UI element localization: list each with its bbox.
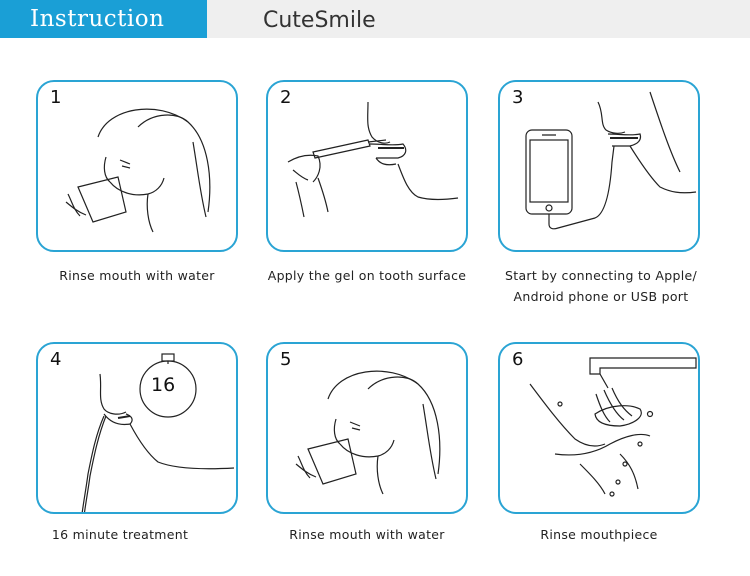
step-number: 5 bbox=[280, 349, 292, 370]
timer-illustration-icon bbox=[38, 344, 238, 514]
step-number: 6 bbox=[512, 349, 524, 370]
gel-pen-illustration-icon bbox=[268, 82, 468, 252]
step-number: 2 bbox=[280, 87, 292, 108]
step-caption-4: 16 minute treatment bbox=[51, 527, 189, 542]
step-card-1 bbox=[36, 80, 238, 252]
step-caption-1: Rinse mouth with water bbox=[59, 268, 215, 283]
brand-logo bbox=[263, 5, 376, 35]
step-card-3 bbox=[498, 80, 700, 252]
step-caption-3-line2: Android phone or USB port bbox=[513, 289, 689, 304]
step-caption-6: Rinse mouthpiece bbox=[540, 527, 658, 542]
drinking-cup-illustration-icon bbox=[268, 344, 468, 514]
instruction-tab bbox=[0, 0, 207, 38]
step-card-6 bbox=[498, 342, 700, 514]
step-caption-2: Apply the gel on tooth surface bbox=[267, 268, 467, 283]
header-bar bbox=[0, 0, 750, 38]
step-caption-5: Rinse mouth with water bbox=[289, 527, 445, 542]
step-card-5 bbox=[266, 342, 468, 514]
step-number: 3 bbox=[512, 87, 524, 108]
step-caption-3-line1: Start by connecting to Apple/ bbox=[505, 268, 697, 283]
step-number: 4 bbox=[50, 349, 62, 370]
instruction-tab-label: Instruction bbox=[30, 6, 165, 32]
step-card-2 bbox=[266, 80, 468, 252]
step-card-4 bbox=[36, 342, 238, 514]
drinking-cup-illustration-icon bbox=[38, 82, 238, 252]
phone-connection-illustration-icon bbox=[500, 82, 700, 252]
rinse-mouthpiece-illustration-icon bbox=[500, 344, 700, 514]
brand-name: CuteSmile bbox=[263, 7, 376, 33]
step-number: 1 bbox=[50, 87, 62, 108]
timer-value: 16 bbox=[151, 374, 176, 396]
